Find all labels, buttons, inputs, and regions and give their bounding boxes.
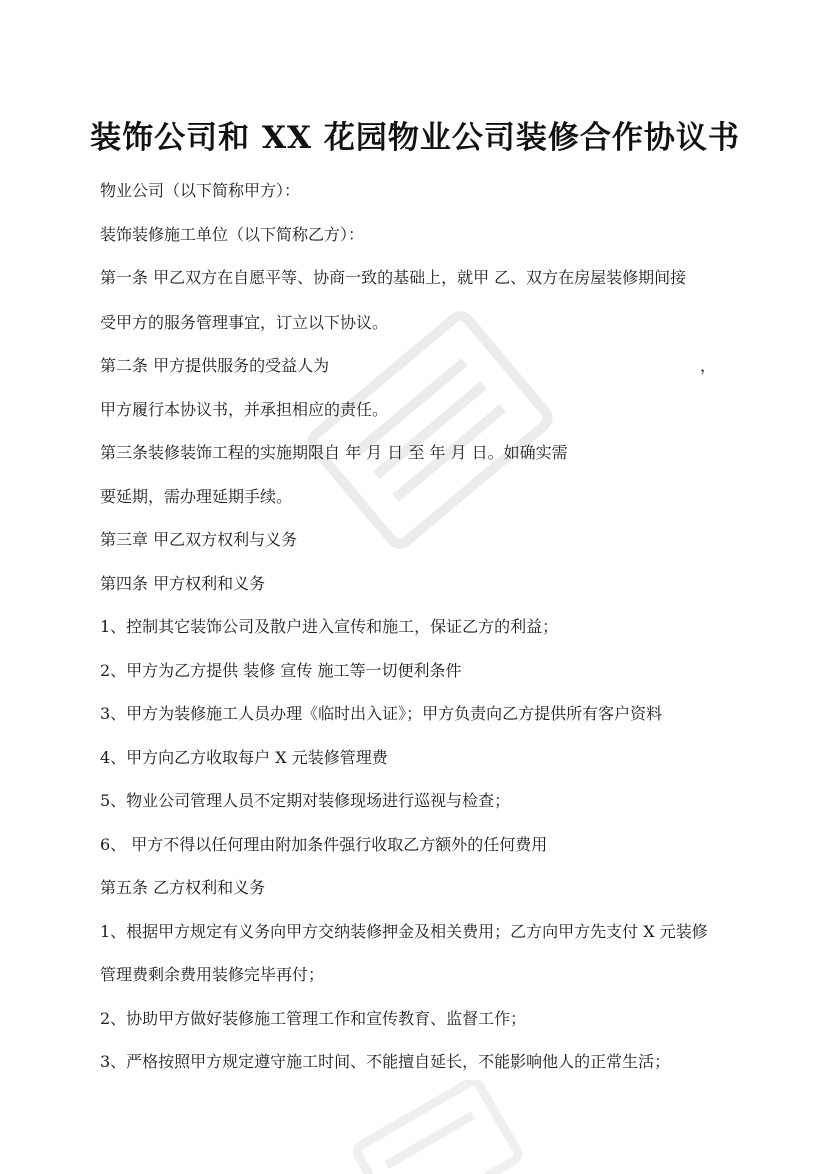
article-4-item-5: 5、物业公司管理人员不定期对装修现场进行巡视与检查； bbox=[100, 791, 511, 810]
document-title: 装饰公司和 XX 花园物业公司装修合作协议书 bbox=[90, 120, 740, 156]
article-4-heading: 第四条 甲方权利和义务 bbox=[100, 574, 266, 593]
article-4-item-4: 4、甲方向乙方收取每户 X 元装修管理费 bbox=[100, 748, 388, 767]
article-3-line-1: 第三条装修装饰工程的实施期限自 年 月 日 至 年 月 日。如确实需 bbox=[100, 443, 568, 462]
article-2-comma: ， bbox=[700, 356, 717, 375]
article-2-line-1: 第二条 甲方提供服务的受益人为 bbox=[100, 356, 330, 375]
article-4-item-2: 2、甲方为乙方提供 装修 宣传 施工等一切便利条件 bbox=[100, 661, 462, 680]
article-4-item-3: 3、甲方为装修施工人员办理《临时出入证》；甲方负责向乙方提供所有客户资料 bbox=[100, 704, 663, 723]
article-1-line-2: 受甲方的服务管理事宜，订立以下协议。 bbox=[100, 313, 389, 332]
party-b-line: 装饰装修施工单位（以下简称乙方）： bbox=[100, 225, 365, 244]
article-5-item-1-line-2: 管理费剩余费用装修完毕再付； bbox=[100, 965, 325, 984]
article-2-line-2: 甲方履行本协议书，并承担相应的责任。 bbox=[100, 400, 389, 419]
chapter-3-heading: 第三章 甲乙双方权利与义务 bbox=[100, 530, 298, 549]
article-5-heading: 第五条 乙方权利和义务 bbox=[100, 878, 266, 897]
article-5-item-1-line-1: 1、根据甲方规定有义务向甲方交纳装修押金及相关费用；乙方向甲方先支付 X 元装修 bbox=[100, 922, 708, 941]
article-4-item-1: 1、控制其它装饰公司及散户进入宣传和施工，保证乙方的利益； bbox=[100, 617, 559, 636]
article-5-item-2: 2、协助甲方做好装修施工管理工作和宣传教育、监督工作； bbox=[100, 1009, 527, 1028]
article-1-line-1: 第一条 甲乙双方在自愿平等、协商一致的基础上，就甲 乙、双方在房屋装修期间接 bbox=[100, 268, 687, 287]
article-4-item-6: 6、 甲方不得以任何理由附加条件强行收取乙方额外的任何费用 bbox=[100, 835, 548, 854]
watermark-bottom-icon bbox=[330, 1080, 530, 1174]
party-a-line: 物业公司（以下简称甲方）： bbox=[100, 181, 301, 200]
article-3-line-2: 要延期，需办理延期手续。 bbox=[100, 487, 293, 506]
article-5-item-3: 3、严格按照甲方规定遵守施工时间、不能擅自延长，不能影响他人的正常生活； bbox=[100, 1052, 671, 1071]
watermark-logo-icon bbox=[300, 300, 560, 560]
